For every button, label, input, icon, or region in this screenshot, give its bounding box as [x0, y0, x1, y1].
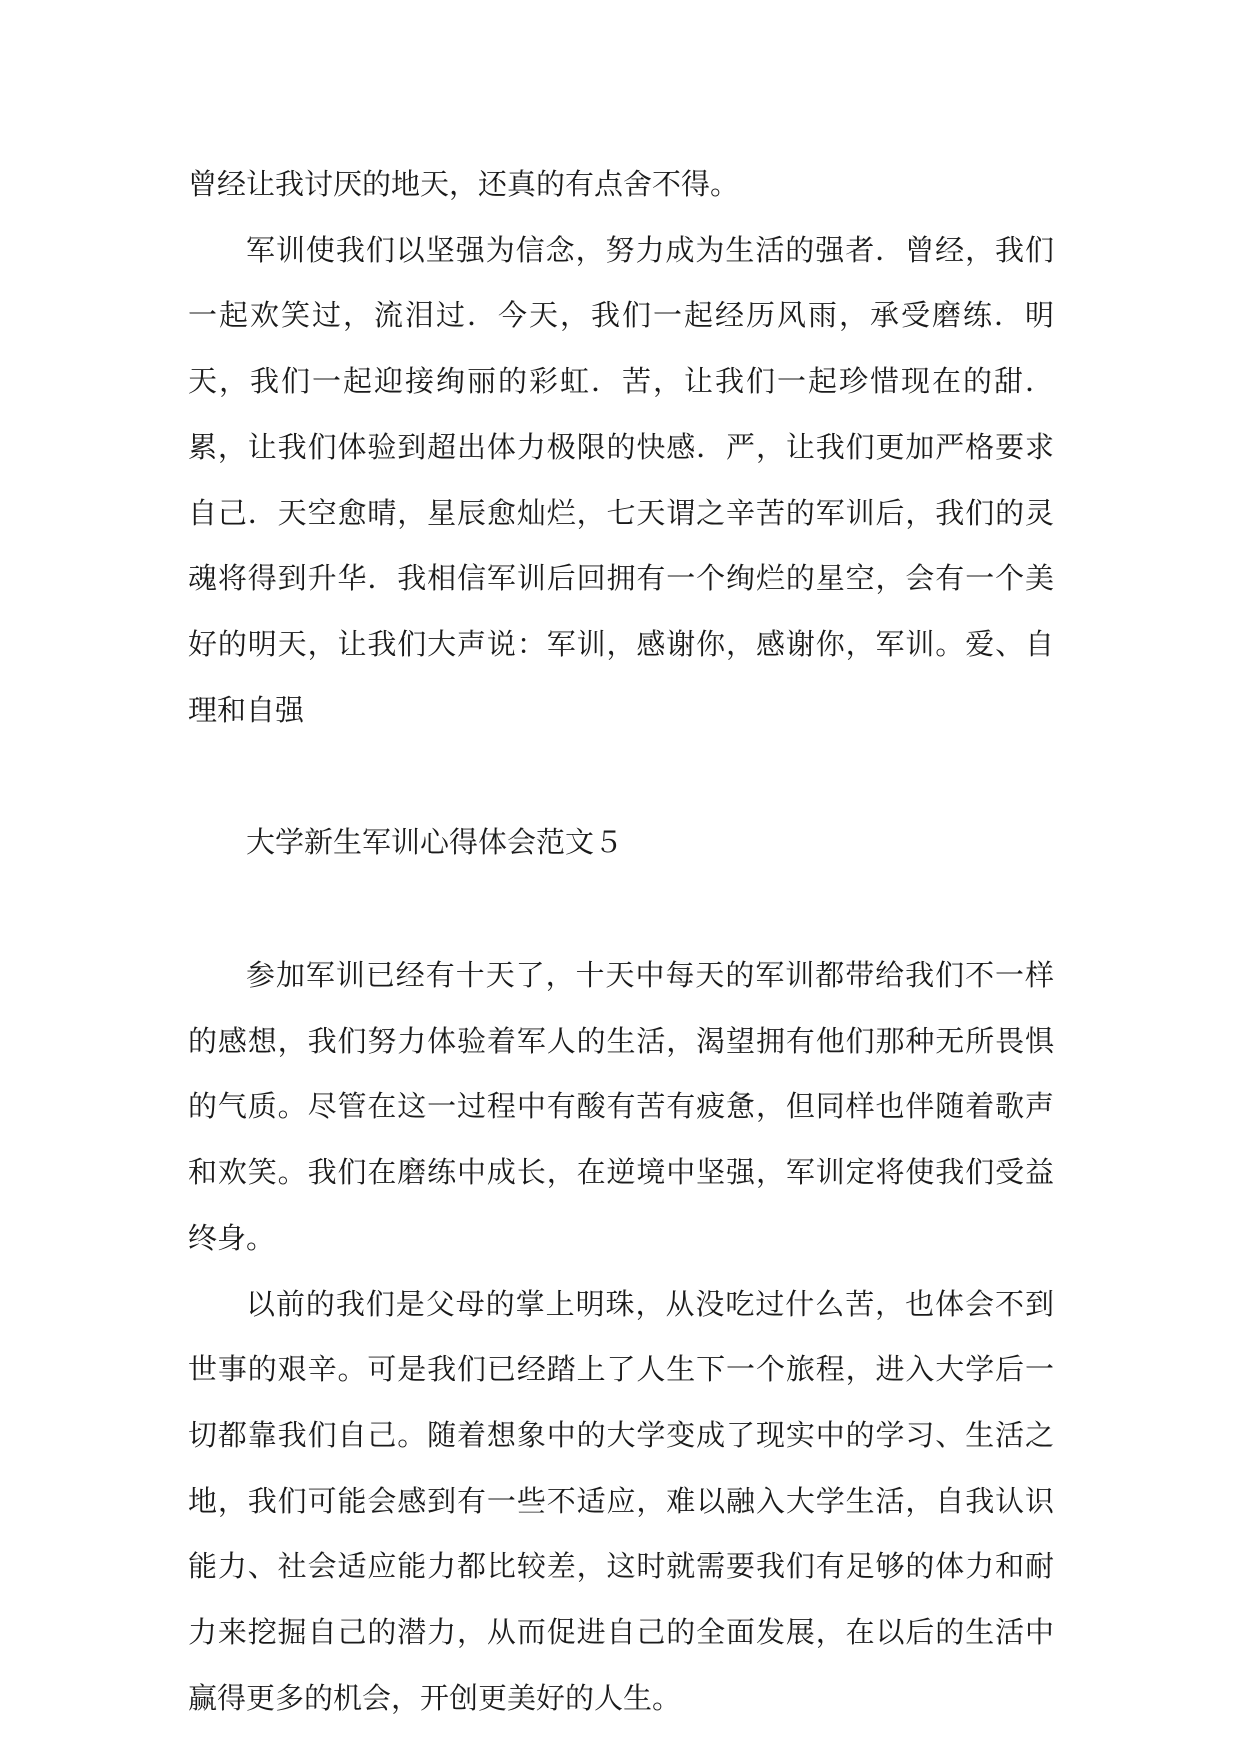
paragraph-college-life: 以前的我们是父母的掌上明珠，从没吃过什么苦，也体会不到世事的艰辛。可是我们已经踏上了人生下一个旅程，进入大学后一切都靠我们自己。随着想象中的大学变成了现实中的学习、生活之地，我们可能会感到有一些不适应，难以融入大学生活，自我认识能力、社会适应能力都比较差，这时就需要我们有足够的体力和耐力来挖掘自己的潜力，从而促进自己的全面发展，在以后的生活中赢得更多的机会，开创更美好的人生。 — [188, 1286, 1054, 1715]
paragraph-continuation: 曾经让我讨厌的地天，还真的有点舍不得。 — [188, 167, 740, 201]
document-body — [188, 152, 1054, 1731]
paragraph-ten-days-training: 参加军训已经有十天了，十天中每天的军训都带给我们不一样的感想，我们努力体验着军人的生活，渴望拥有他们那种无所畏惧的气质。尽管在这一过程中有酸有苦有疲惫，但同样也伴随着歌声和欢笑。我们在磨练中成长，在逆境中坚强，军训定将使我们受益终身。 — [188, 958, 1054, 1255]
paragraph-military-training-reflection: 军训使我们以坚强为信念，努力成为生活的强者．曾经，我们一起欢笑过，流泪过．今天，我们一起经历风雨，承受磨练．明天，我们一起迎接绚丽的彩虹．苦，让我们一起珍惜现在的甜．累，让我们体验到超出体力极限的快感．严，让我们更加严格要求自己．天空愈晴，星辰愈灿烂，七天谓之辛苦的军训后，我们的灵魂将得到升华．我相信军训后回拥有一个绚烂的星空，会有一个美好的明天，让我们大声说：军训，感谢你，感谢你，军训。爱、自理和自强 — [188, 232, 1054, 727]
section-title: 大学新生军训心得体会范文５ — [246, 825, 624, 860]
